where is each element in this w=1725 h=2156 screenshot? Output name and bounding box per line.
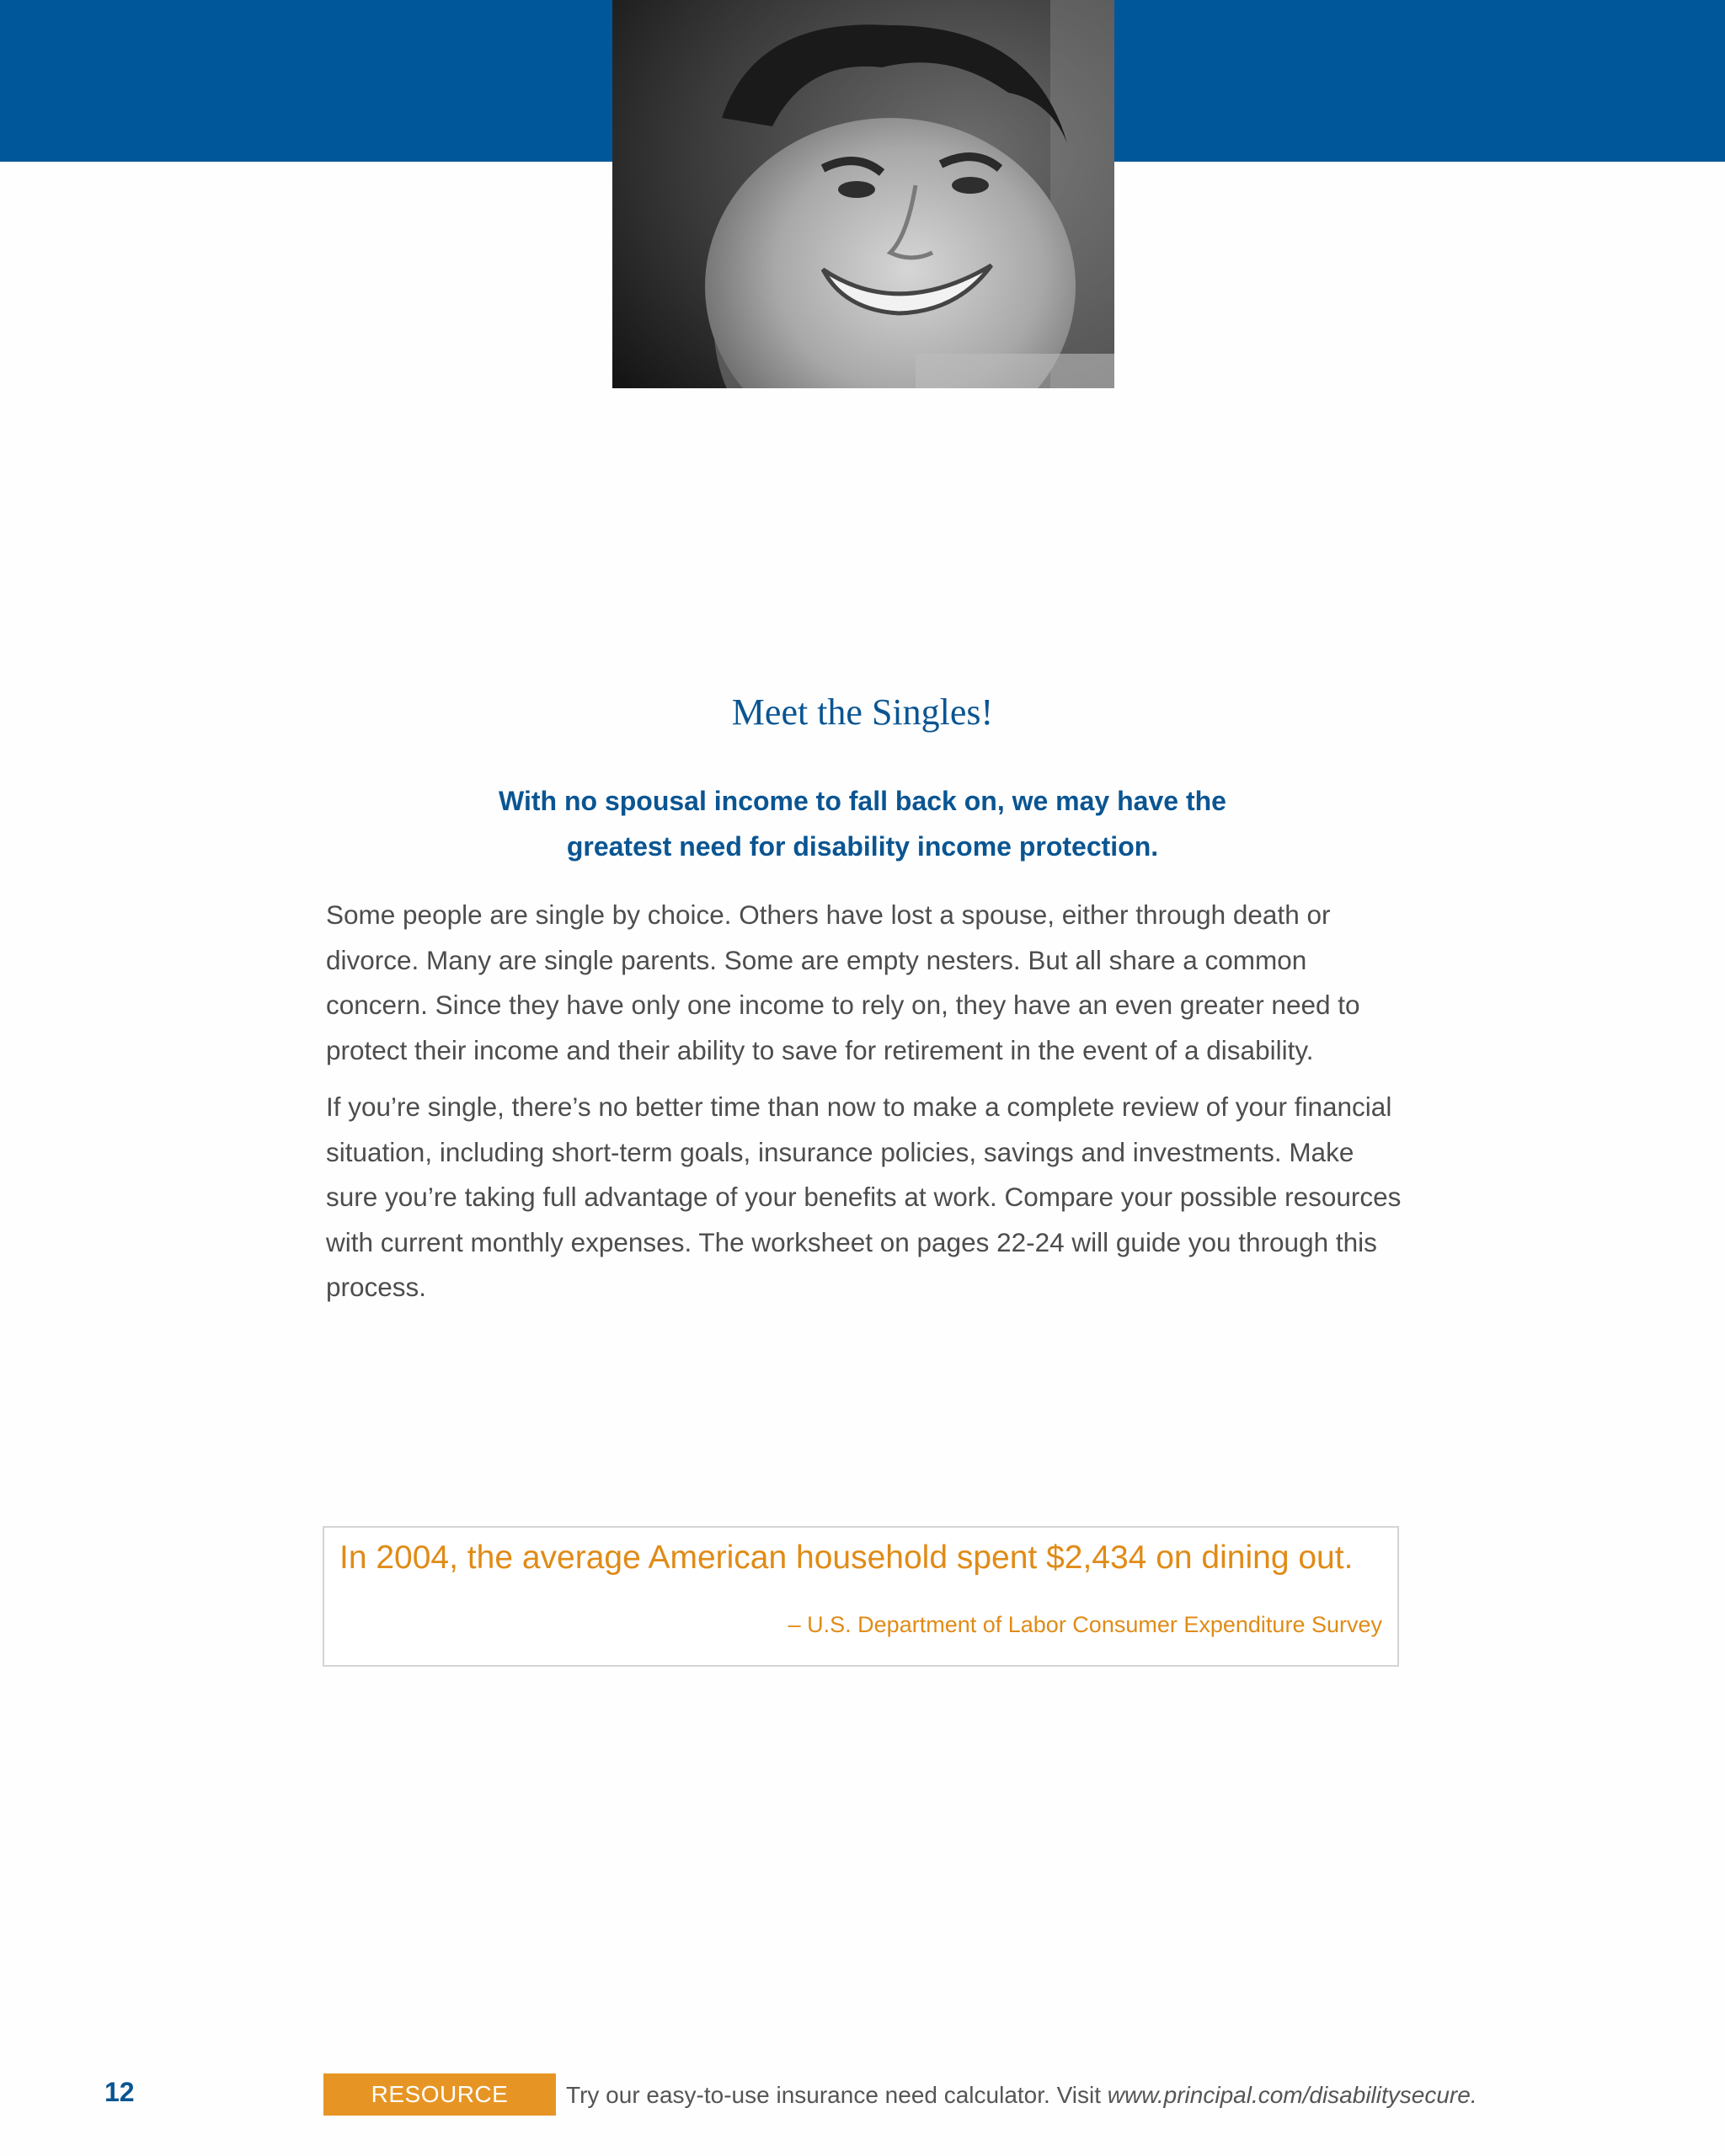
body-text — [326, 893, 1413, 1322]
page-subtitle — [441, 778, 1284, 869]
resource-badge: RESOURCE — [323, 2073, 556, 2116]
stat-text: In 2004, the average American household spent $2,434 on dining out. — [339, 1540, 1354, 1576]
stat-source: – U.S. Department of Labor Consumer Expenditure Survey — [788, 1612, 1382, 1637]
page-title: Meet the Singles! — [731, 691, 994, 733]
subtitle-line: greatest need for disability income protection. — [566, 831, 1159, 862]
portrait-photo — [612, 0, 1114, 388]
resource-text: Try our easy-to-use insurance need calculator. Visit — [566, 2082, 1108, 2108]
page-number: 12 — [104, 2077, 135, 2107]
smiling-man-photo — [612, 0, 1114, 388]
paragraph-review: If you’re single, there’s no better time than now to make a complete review of your financial situation, including short-term goals, insurance policies, savings and investments. Make sure you’re taking full advantage of your benefits at work. Compare your possible resources with current monthly expenses. The worksheet on pages 22-24 will guide you through this process. — [326, 1091, 1402, 1302]
subtitle-line: With no spousal income to fall back on, we may have the — [499, 786, 1226, 816]
resource-link[interactable]: www.principal.com/disabilitysecure. — [1107, 2082, 1477, 2108]
resource-note — [566, 2082, 1477, 2109]
stat-callout-box — [323, 1526, 1399, 1667]
paragraph-intro: Some people are single by choice. Others have lost a spouse, either through death or divorce. Many are single parents. Some are empty nesters. But all share a common concern. Since they have only one income to rely on, they have an even greater need to protect their income and their ability to save for retirement in the event of a disability. — [326, 899, 1360, 1065]
